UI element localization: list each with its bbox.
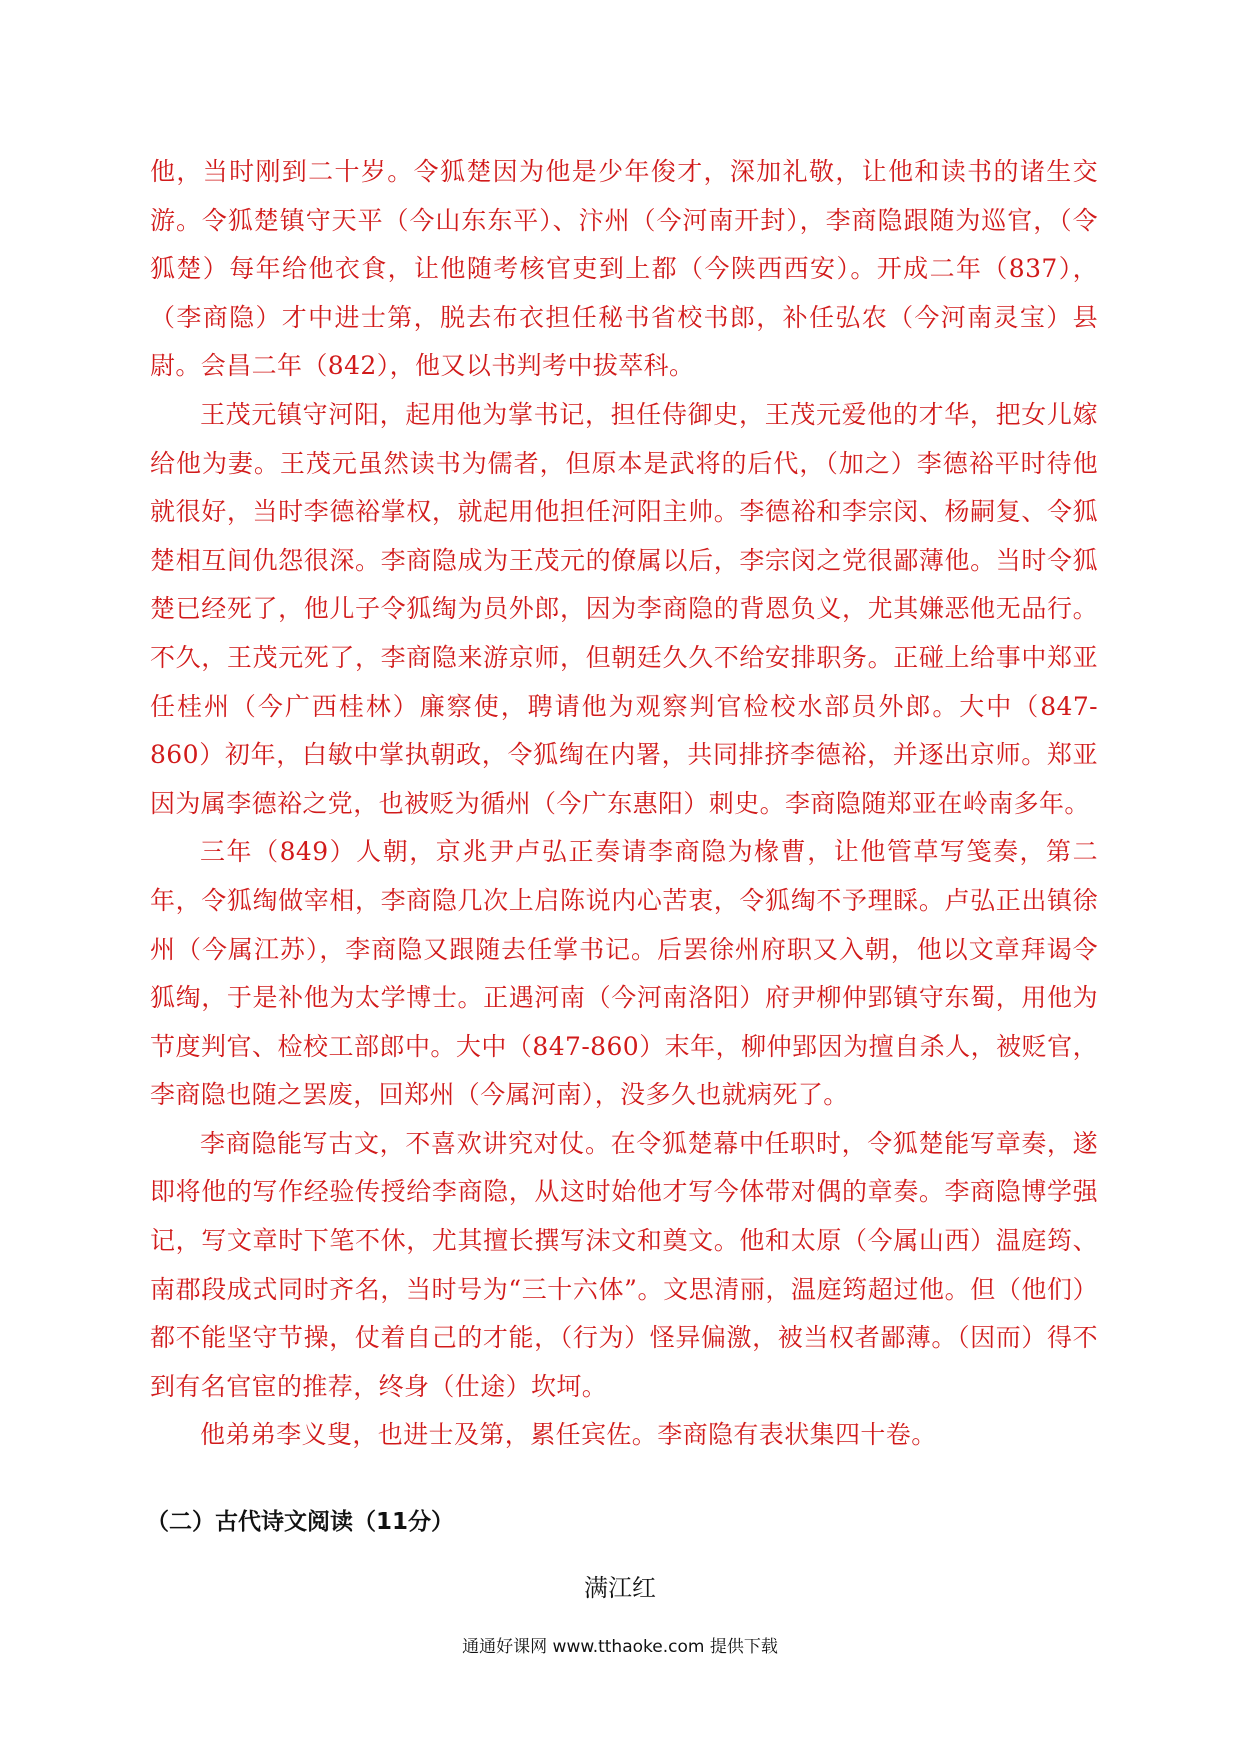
paragraph-1: 他，当时刚到二十岁。令狐楚因为他是少年俊才，深加礼敬，让他和读书的诸生交游。令狐楚镇守天平（今山东东平）、汴州（今河南开封），李商隐跟随为巡官，（令狐楚）每年给他衣食，让他随考核官吏到上都（今陕西西安）。开成二年（837），（李商隐）才中进士第，脱去布衣担任秘书省校书郎，补任弘农（今河南灵宝）县尉。会昌二年（842），他又以书判考中拔萃科。	[150, 157, 1098, 381]
section-heading: （二）古代诗文阅读（11分）	[146, 1509, 455, 1535]
paragraph-4: 李商隐能写古文，不喜欢讲究对仗。在令狐楚幕中任职时，令狐楚能写章奏，遂即将他的写作经验传授给李商隐，从这时始他才写今体带对偶的章奏。李商隐博学强记，写文章时下笔不休，尤其擅长撰写沫文和奠文。他和太原（今属山西）温庭筠、南郡段成式同时齐名，当时号为“三十六体”。文思清丽，温庭筠超过他。但（他们）都不能坚守节操，仗着自己的才能，（行为）怪异偏激，被当权者鄙薄。（因而）得不到有名官宦的推荐，终身（仕途）坎坷。	[150, 1128, 1098, 1401]
footer-download-note: 通通好课网 www.tthaoke.com 提供下载	[462, 1637, 778, 1657]
paragraph-5: 他弟弟李义叟，也进士及第，累任宾佐。李商隐有表状集四十卷。	[200, 1420, 937, 1450]
paragraph-3: 三年（849）人朝，京兆尹卢弘正奏请李商隐为椽曹，让他管草写笺奏，第二年，令狐绹做宰相，李商隐几次上启陈说内心苦衷，令狐绹不予理睬。卢弘正出镇徐州（今属江苏），李商隐又跟随去任掌书记。后罢徐州府职又入朝，他以文章拜谒令狐绹，于是补他为太学博士。正遇河南（今河南洛阳）府尹柳仲郢镇守东蜀，用他为节度判官、检校工部郎中。大中（847-860）末年，柳仲郢因为擅自杀人，被贬官，李商隐也随之罢废，回郑州（今属河南），没多久也就病死了。	[150, 837, 1098, 1110]
translation-body	[150, 148, 1098, 1460]
poem-title: 满江红	[584, 1574, 656, 1602]
paragraph-2: 王茂元镇守河阳，起用他为掌书记，担任侍御史，王茂元爱他的才华，把女儿嫁给他为妻。王茂元虽然读书为儒者，但原本是武将的后代，（加之）李德裕平时待他就很好，当时李德裕掌权，就起用他担任河阳主帅。李德裕和李宗闵、杨嗣复、令狐楚相互间仇怨很深。李商隐成为王茂元的僚属以后，李宗闵之党很鄙薄他。当时令狐楚已经死了，他儿子令狐绹为员外郎，因为李商隐的背恩负义，尤其嫌恶他无品行。不久，王茂元死了，李商隐来游京师，但朝廷久久不给安排职务。正碰上给事中郑亚任桂州（今广西桂林）廉察使，聘请他为观察判官检校水部员外郎。大中（847-860）初年，白敏中掌执朝政，令狐绹在内署，共同排挤李德裕，并逐出京师。郑亚因为属李德裕之党，也被贬为循州（今广东惠阳）刺史。李商隐随郑亚在岭南多年。	[150, 399, 1098, 818]
